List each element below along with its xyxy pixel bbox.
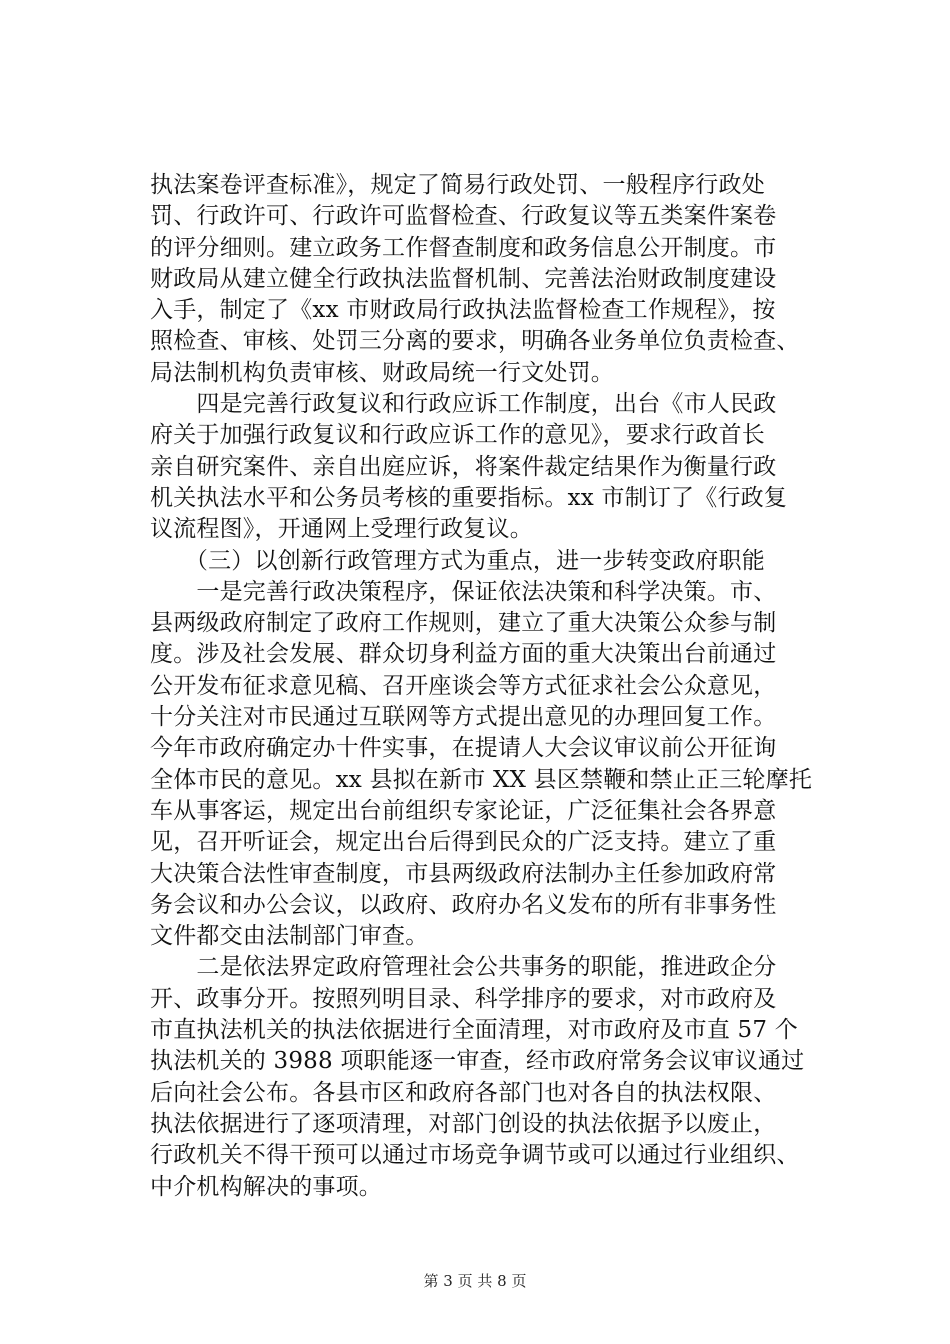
text-line: 议流程图》，开通网上受理行政复议。 xyxy=(150,516,533,543)
text-line: 文件都交由法制部门审查。 xyxy=(150,923,429,950)
text-line: 二是依法界定政府管理社会公共事务的职能，推进政企分 xyxy=(150,954,777,981)
text-line: 开、政事分开。按照列明目录、科学排序的要求，对市政府及 xyxy=(150,985,777,1012)
text-line: 后向社会公布。各县市区和政府各部门也对各自的执法权限、 xyxy=(150,1079,777,1106)
text-line: 四是完善行政复议和行政应诉工作制度，出台《市人民政 xyxy=(150,391,777,418)
text-line: 度。涉及社会发展、群众切身利益方面的重大决策出台前通过 xyxy=(150,641,777,668)
text-line: 一是完善行政决策程序，保证依法决策和科学决策。市、 xyxy=(150,578,777,605)
text-line: 罚、行政许可、行政许可监督检查、行政复议等五类案件案卷 xyxy=(150,203,777,230)
text-line: 执法案卷评查标准》，规定了简易行政处罚、一般程序行政处 xyxy=(150,172,765,198)
text-line: 务会议和办公会议，以政府、政府办名义发布的所有非事务性 xyxy=(150,891,777,918)
body-text xyxy=(150,170,850,1203)
text-line: 全体市民的意见。xx 县拟在新市 XX 县区禁鞭和禁止正三轮摩托 xyxy=(150,766,813,793)
text-line: 执法机关的 3988 项职能逐一审查，经市政府常务会议审议通过 xyxy=(150,1048,805,1075)
text-line: 府关于加强行政复议和行政应诉工作的意见》，要求行政首长 xyxy=(150,422,765,449)
text-line: 公开发布征求意见稿、召开座谈会等方式征求社会公众意见， xyxy=(150,672,777,699)
section-heading: （三）以创新行政管理方式为重点，进一步转变政府职能 xyxy=(150,547,765,574)
text-line: 今年市政府确定办十件实事，在提请人大会议审议前公开征询 xyxy=(150,735,777,762)
text-line: 照检查、审核、处罚三分离的要求，明确各业务单位负责检查、 xyxy=(150,328,800,355)
text-line: 入手，制定了《xx 市财政局行政执法监督检查工作规程》，按 xyxy=(150,297,776,324)
text-line: 见，召开听证会，规定出台后得到民众的广泛支持。建立了重 xyxy=(150,829,777,856)
text-line: 执法依据进行了逐项清理，对部门创设的执法依据予以废止， xyxy=(150,1110,777,1137)
text-line: 车从事客运，规定出台前组织专家论证，广泛征集社会各界意 xyxy=(150,797,777,824)
text-line: 十分关注对市民通过互联网等方式提出意见的办理回复工作。 xyxy=(150,704,777,731)
text-line: 机关执法水平和公务员考核的重要指标。xx 市制订了《行政复 xyxy=(150,484,788,511)
text-line: 县两级政府制定了政府工作规则，建立了重大决策公众参与制 xyxy=(150,610,777,637)
text-line: 财政局从建立健全行政执法监督机制、完善法治财政制度建设 xyxy=(150,265,777,292)
text-line: 局法制机构负责审核、财政局统一行文处罚。 xyxy=(150,359,614,386)
text-line: 中介机构解决的事项。 xyxy=(150,1173,382,1200)
text-line: 行政机关不得干预可以通过市场竞争调节或可以通过行业组织、 xyxy=(150,1142,800,1169)
text-line: 市直执法机关的执法依据进行全面清理，对市政府及市直 57 个 xyxy=(150,1017,798,1044)
text-line: 大决策合法性审查制度，市县两级政府法制办主任参加政府常 xyxy=(150,860,777,887)
page-footer: 第 3 页 共 8 页 xyxy=(423,1272,527,1290)
text-line: 亲自研究案件、亲自出庭应诉，将案件裁定结果作为衡量行政 xyxy=(150,453,777,480)
text-line: 的评分细则。建立政务工作督查制度和政务信息公开制度。市 xyxy=(150,234,777,261)
